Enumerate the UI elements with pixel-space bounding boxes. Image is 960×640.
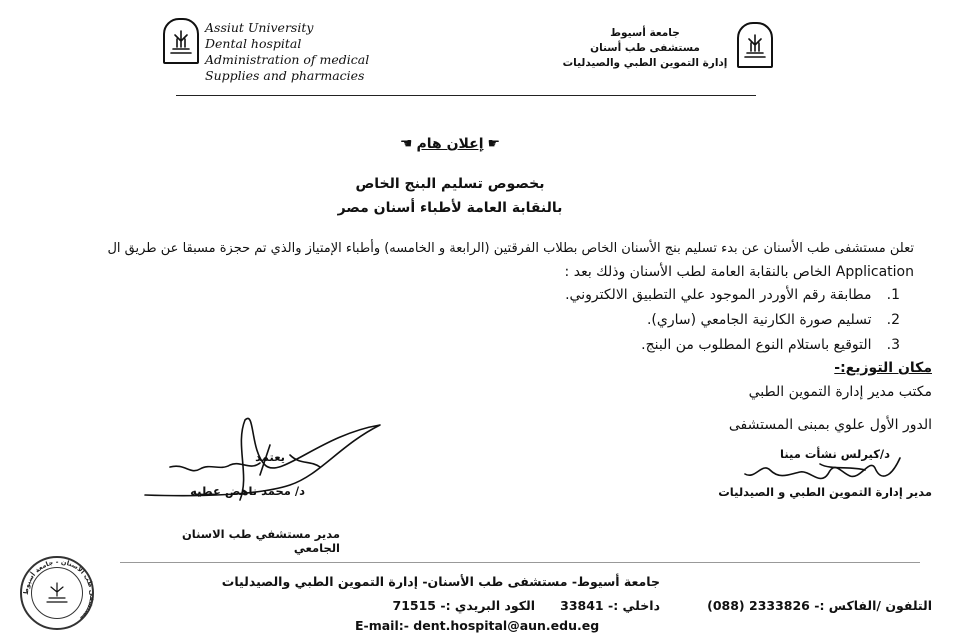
header-arabic-block <box>560 26 730 71</box>
left-approved-label: يعتمد <box>255 450 285 464</box>
step-item-1 <box>500 285 900 306</box>
ext-label: داخلي :- <box>608 598 660 613</box>
english-admin-line-1: Administration of medical <box>205 52 370 67</box>
university-emblem-icon <box>169 27 193 55</box>
location-line-2: الدور الأول علوي بمبنى المستشفى <box>728 417 932 433</box>
location-heading: مكان التوزيع:- <box>834 360 932 376</box>
intro-line-1: تعلن مستشفى طب الأسنان عن بدء تسليم بنج الأسنان الخاص بطلاب الفرقتين (الرابعة و الخامسه) وأطباء الإمتياز والذي تم حجزة مسبقا عن طريق ال <box>107 241 914 256</box>
svg-text:مستشفى طب الاسنان - جامعة أسيو: مستشفى طب الاسنان - جامعة أسيوط <box>22 558 96 623</box>
pointing-hand-left-icon: ☚ <box>399 136 413 152</box>
header-english-block <box>205 20 385 84</box>
arabic-admin-line: إدارة التموين الطبي والصيدليات <box>562 57 728 69</box>
right-university-emblem <box>737 22 773 68</box>
step-number: 3. <box>886 337 900 353</box>
pointing-hand-right-icon: ☛ <box>487 136 501 152</box>
step-item-3 <box>500 335 900 356</box>
step-number: 1. <box>886 287 900 303</box>
location-line-1: مكتب مدير إدارة التموين الطبي <box>748 384 932 400</box>
left-signatory-name: د/ محمد ناهض عطيه <box>190 484 305 498</box>
footer-phone-row <box>690 598 932 613</box>
english-university-name: Assiut University <box>205 20 314 35</box>
step-text: مطابقة رقم الأوردر الموجود علي التطبيق الالكتروني. <box>565 287 872 303</box>
english-admin-line-2: Supplies and pharmacies <box>205 68 365 83</box>
header-divider <box>176 95 756 96</box>
footer-postal-row <box>345 598 535 613</box>
postal-label: الكود البريدي :- <box>440 598 535 613</box>
footer-email[interactable]: E-mail:- dent.hospital@aun.edu.eg <box>355 618 600 633</box>
left-signatory-title: مدير مستشفي طب الاسنان الجامعي <box>181 527 340 555</box>
announcement-subtitle-2: بالنقابة العامة لأطباء أسنان مصر <box>337 200 563 216</box>
ext-number: 33841 <box>560 598 604 613</box>
step-number: 2. <box>886 312 900 328</box>
university-emblem-icon <box>743 31 767 59</box>
phone-number: (088) 2333826 <box>707 598 810 613</box>
step-text: التوقيع باستلام النوع المطلوب من البنج. <box>641 337 872 353</box>
arabic-hospital-name: مستشفى طب أسنان <box>590 42 700 54</box>
postal-code: 71515 <box>392 598 437 613</box>
english-hospital-name: Dental hospital <box>205 36 302 51</box>
footer-address: جامعة أسيوط- مستشفى طب الأسنان- إدارة التموين الطبي والصيدليات <box>221 574 660 589</box>
seal-circular-text <box>22 558 96 632</box>
phone-label: التلفون /الفاكس :- <box>814 598 932 613</box>
left-university-emblem <box>163 18 199 64</box>
arabic-university-name: جامعة أسيوط <box>610 27 680 39</box>
intro-line-2: Application الخاص بالنقابة العامة لطب الأسنان وذلك بعد : <box>564 264 914 280</box>
right-signatory-name: د/كيرلس نشأت مينا <box>780 447 890 461</box>
footer-ext-row <box>560 598 660 613</box>
step-text: تسليم صورة الكارنية الجامعي (ساري). <box>646 312 872 328</box>
announcement-subtitle-1: بخصوص تسليم البنج الخاص <box>355 176 545 192</box>
right-handwritten-signature <box>700 450 910 490</box>
announcement-heading: إعلان هام <box>416 136 484 152</box>
right-signatory-title: مدير إدارة التموين الطبي و الصيدليات <box>718 485 932 499</box>
footer-divider <box>120 562 920 563</box>
hospital-seal <box>20 556 94 630</box>
announcement-heading-row <box>380 136 520 152</box>
step-item-2 <box>500 310 900 331</box>
